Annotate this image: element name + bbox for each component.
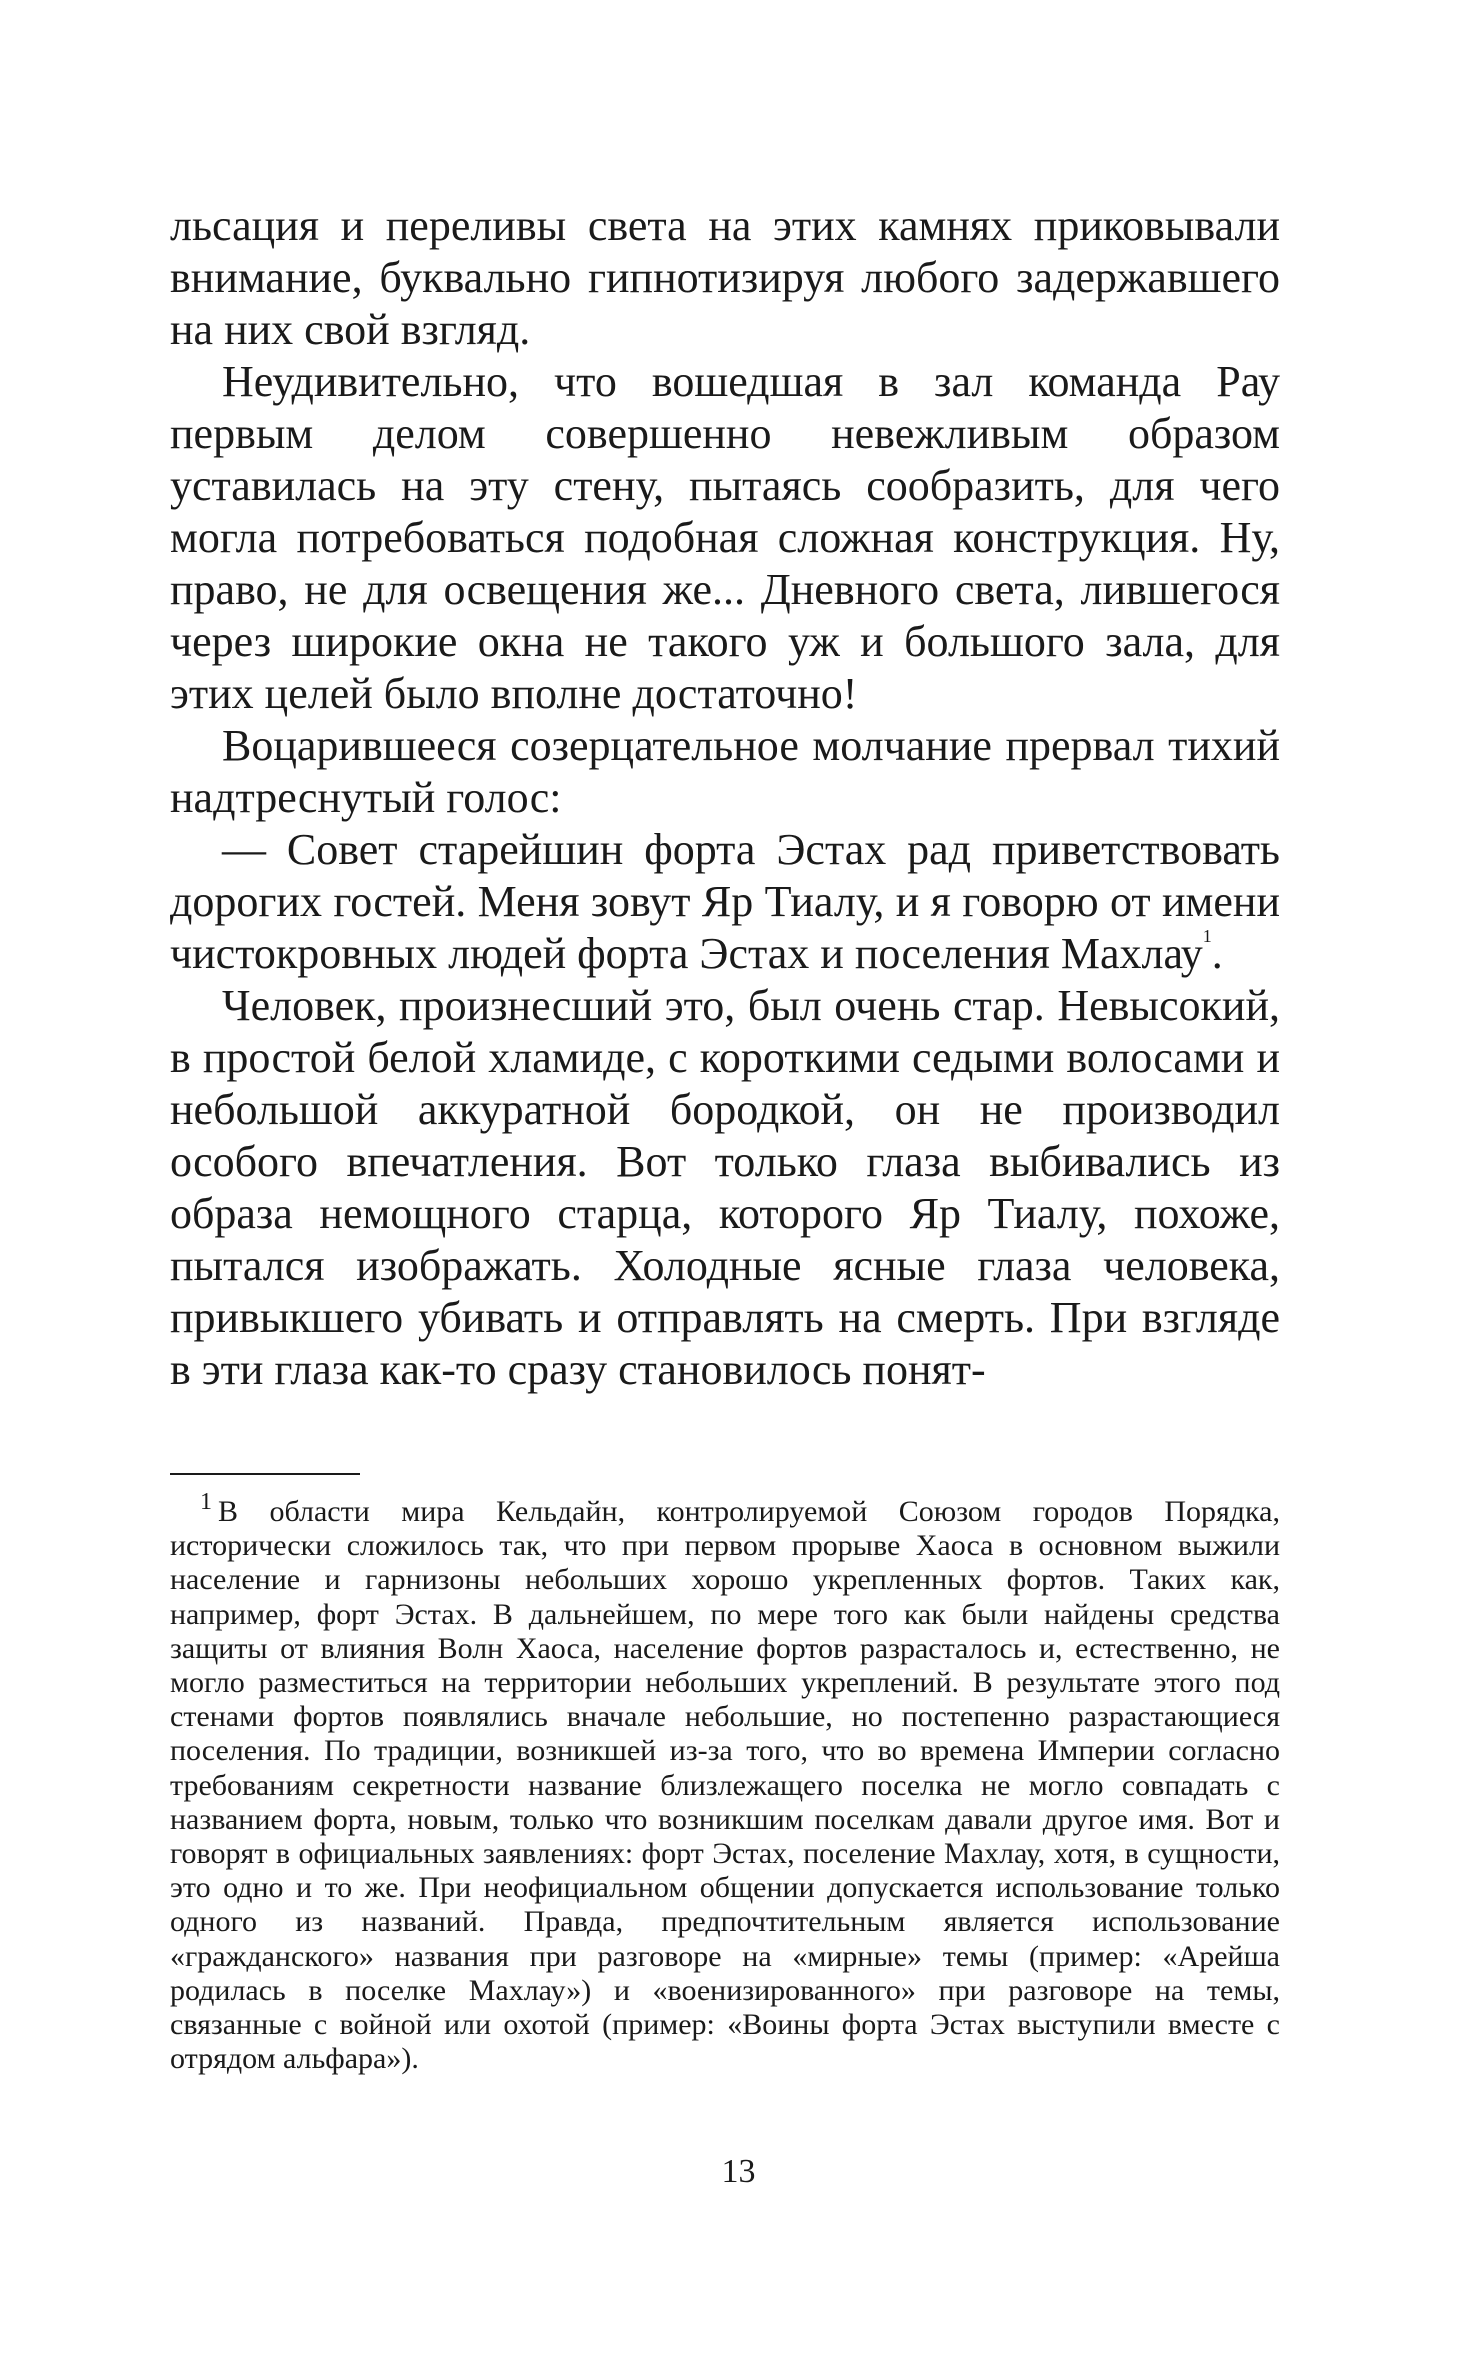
paragraph-5: Человек, произнесший это, был очень стар. Невысокий, в простой белой хламиде, с короткими седыми волосами и небольшой аккуратной бородкой, он не производил особого впечатления. Вот только глаза выбивались из образа немощного старца, которого Яр Тиалу, похоже, пытался изображать. Холодные ясные глаза человека, привыкшего убивать и отправлять на смерть. При взгляде в эти глаза как-то сразу становилось понят- [170, 981, 1280, 1394]
footnote [170, 1489, 1280, 2076]
paragraph-4 [170, 824, 1280, 980]
paragraph-4-text: — Совет старейшин форта Эстах рад приветствовать дорогих гостей. Меня зовут Яр Тиалу, и я говорю от имени чистокровных людей форта Эстах и поселения Махлау [170, 825, 1280, 978]
footnote-divider [170, 1473, 360, 1475]
page-number: 13 [721, 2153, 756, 2190]
paragraph-3: Воцарившееся созерцательное молчание прервал тихий надтреснутый голос: [170, 721, 1280, 822]
footnote-marker: 1 [200, 1489, 212, 1515]
footnote-text: В области мира Кельдайн, контролируемой Союзом городов Порядка, исторически сложилось так, что при первом прорыве Хаоса в основном выжили население и гарнизоны небольших хорошо укрепленных фортов. Таких как, например, форт Эстах. В дальнейшем, по мере того как были найдены средства защиты от влияния Волн Хаоса, население фортов разрасталось и, естественно, не могло разместиться на территории небольших укреплений. В результате этого под стенами фортов появлялись вначале небольшие, но постепенно разрастающиеся поселения. По традиции, возникшей из-за того, что во времена Империи согласно требованиям секретности название близлежащего поселка не могло совпадать с названием форта, новым, только что возникшим поселкам давали другое имя. Вот и говорят в официальных заявлениях: форт Эстах, поселение Махлау, хотя, в сущности, это одно и то же. При неофициальном общении допускается использование только одного из названий. Правда, предпочтительным является использование «гражданского» названия при разговоре на «мирные» темы (пример: «Арейша родилась в поселке Махлау») и «военизированного» при разговоре на темы, связанные с войной или охотой (пример: «Воины форта Эстах выступили вместе с отрядом альфара»). [170, 1495, 1280, 2076]
paragraph-2: Неудивительно, что вошедшая в зал команда Рау первым делом совершенно невежливым образом уставилась на эту стену, пытаясь сообразить, для чего могла потребоваться подобная сложная конструкция. Ну, право, не для освещения же... Дневного света, лившегося через широкие окна не такого уж и большого зала, для этих целей было вполне достаточно! [170, 357, 1280, 718]
footnote-reference[interactable]: 1 [1202, 926, 1212, 946]
paragraph-1: льсация и переливы света на этих камнях приковывали внимание, буквально гипнотизируя любого задержавшего на них свой взгляд. [170, 201, 1280, 354]
paragraph-4-end: . [1211, 929, 1223, 978]
footnote-paragraph [170, 1489, 1280, 2076]
main-text [170, 200, 1280, 1396]
